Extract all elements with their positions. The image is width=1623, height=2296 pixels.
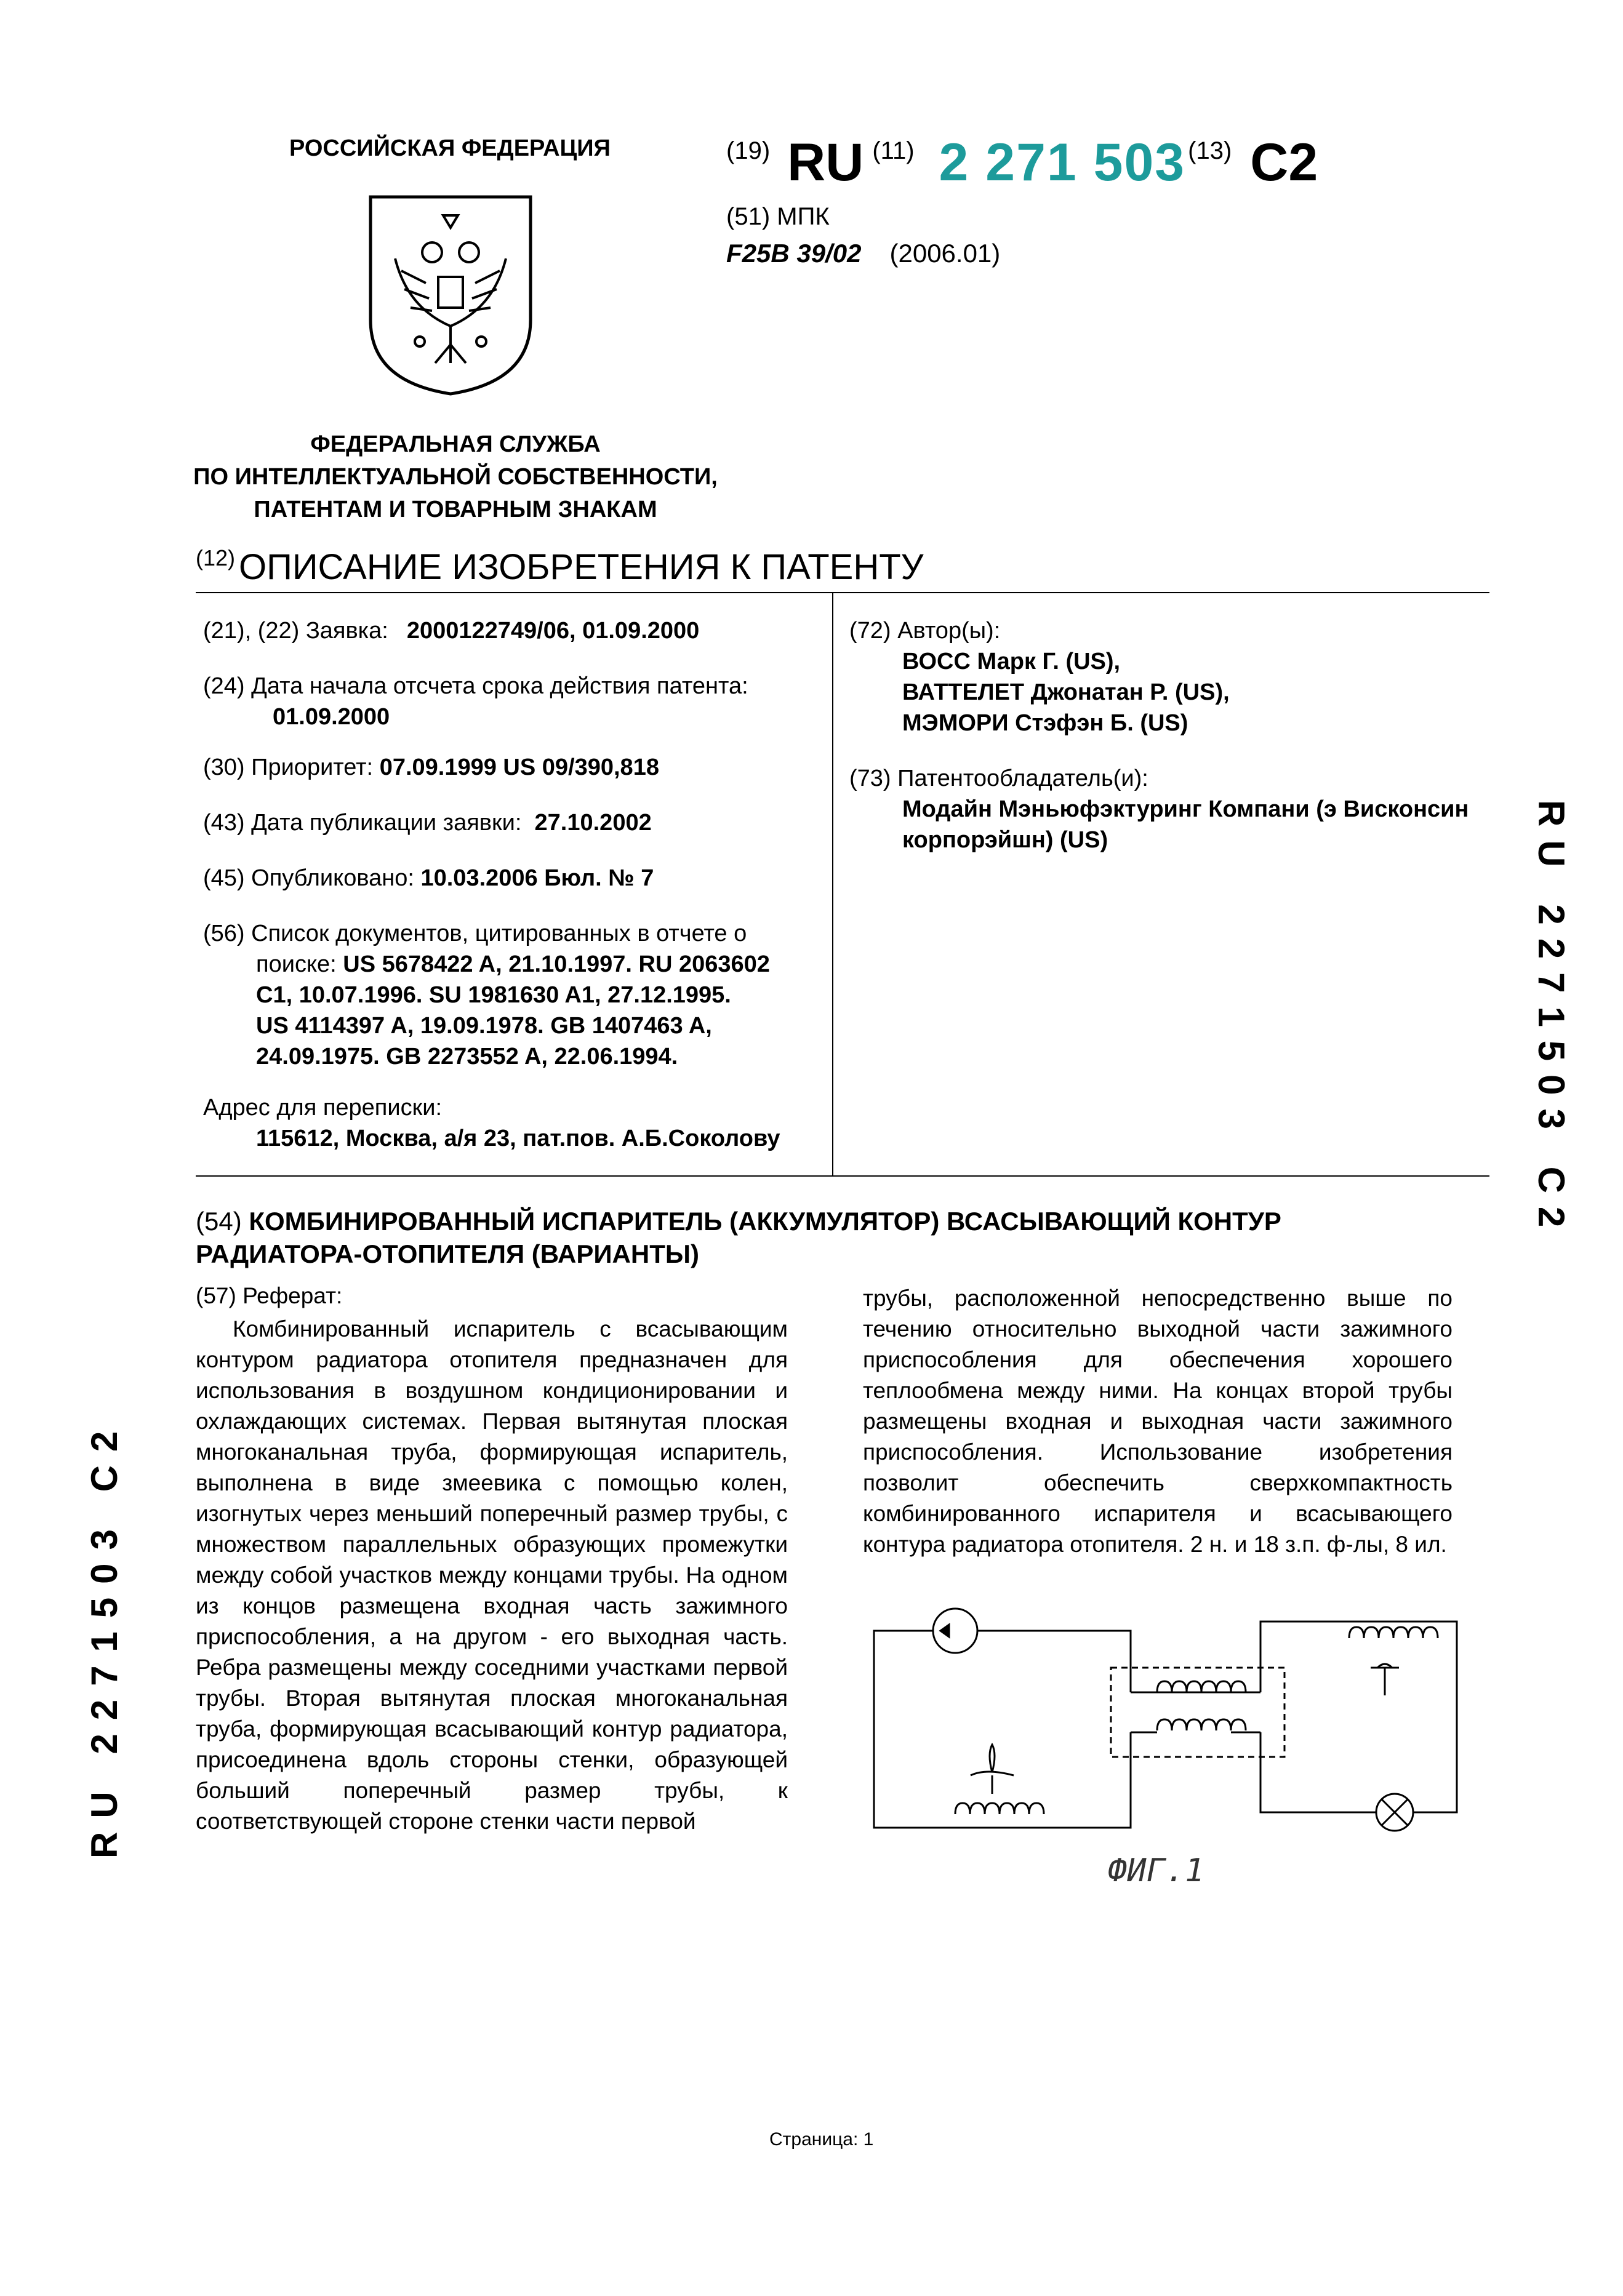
field-label: (43) Дата публикации заявки:: [203, 810, 522, 836]
agency-name: [166, 428, 745, 526]
abstract-right-column: трубы, расположенной непосредственно выше по течению относительно выходной части зажимного приспособления для обеспечения хорошего теплообмена между ними. На концах второй трубы размещены входная и выходная части зажимного приспособления. Использование изобретения позволит обеспечить сверхкомпактность комбинированного испарителя и всасывающего контура радиатора отопителя. 2 н. и 18 з.п. ф-лы, 8 ил.: [863, 1286, 1453, 1557]
field-label: (24) Дата начала отсчета срока действия патента:: [203, 673, 748, 699]
field-label: (72) Автор(ы):: [849, 618, 1001, 644]
country-name: РОССИЙСКАЯ ФЕДЕРАЦИЯ: [289, 135, 611, 161]
field-43-application-publication: [203, 807, 652, 838]
field-72-authors: [849, 615, 1230, 738]
field-value: 10.03.2006 Бюл. № 7: [420, 865, 654, 891]
code-11: (11): [872, 137, 915, 164]
title-line: КОМБИНИРОВАННЫЙ ИСПАРИТЕЛЬ (АККУМУЛЯТОР) ВСАСЫВАЮЩИЙ КОНТУР: [249, 1207, 1281, 1236]
agency-line: ПО ИНТЕЛЛЕКТУАЛЬНОЙ СОБСТВЕННОСТИ,: [193, 464, 718, 490]
doc-title-text: ОПИСАНИЕ ИЗОБРЕТЕНИЯ К ПАТЕНТУ: [239, 547, 924, 587]
field-value: 07.09.1999 US 09/390,818: [379, 754, 659, 780]
title-line: РАДИАТОРА-ОТОПИТЕЛЯ (ВАРИАНТЫ): [196, 1239, 699, 1268]
author-name: МЭМОРИ Стэфэн Б. (US): [902, 710, 1188, 736]
page-number: Страница: 1: [769, 2129, 874, 2150]
agency-line: ФЕДЕРАЛЬНАЯ СЛУЖБА: [310, 431, 601, 457]
citation-line: US 5678422 A, 21.10.1997. RU 2063602: [343, 951, 770, 977]
field-label: (30) Приоритет:: [203, 754, 374, 780]
field-label: (56) Список документов, цитированных в отчете о: [203, 921, 747, 946]
field-label: (73) Патентообладатель(и):: [849, 766, 1148, 791]
owner-name: Модайн Мэньюфэктуринг Компани (э Висконсин: [902, 796, 1469, 822]
ipc-classification: [726, 239, 1000, 268]
kind-code: C2: [1250, 133, 1318, 192]
field-24-term-start: [203, 671, 748, 732]
field-value: 27.10.2002: [534, 810, 652, 836]
country-code: RU: [787, 133, 864, 192]
citation-line: 24.09.1975. GB 2273552 A, 22.06.1994.: [256, 1044, 678, 1070]
divider-top: [196, 592, 1489, 593]
agency-line: ПАТЕНТАМ И ТОВАРНЫМ ЗНАКАМ: [254, 497, 657, 522]
field-30-priority: [203, 752, 659, 783]
field-label: (21), (22) Заявка:: [203, 618, 388, 644]
ipc-code: F25B 39/02: [726, 239, 862, 268]
correspondence-address: [203, 1092, 780, 1154]
field-value: 01.09.2000: [273, 704, 390, 730]
field-value: 115612, Москва, а/я 23, пат.пов. А.Б.Соколову: [256, 1126, 780, 1151]
figure-caption: ФИГ.1: [1108, 1852, 1204, 1889]
field-45-published: [203, 863, 654, 894]
field-value: 2000122749/06, 01.09.2000: [406, 618, 700, 644]
divider-bottom: [196, 1175, 1489, 1177]
ipc-version: (2006.01): [889, 239, 1001, 268]
code-19: (19): [726, 137, 771, 164]
field-56-citations: [203, 918, 812, 1072]
invention-title: [196, 1205, 1281, 1270]
abstract-label: (57) Реферат:: [196, 1283, 343, 1308]
code-13: (13): [1188, 137, 1232, 164]
field-label: (45) Опубликовано:: [203, 865, 414, 891]
author-name: ВОСС Марк Г. (US),: [902, 649, 1121, 674]
divider-vertical: [832, 592, 833, 1175]
side-code-left: RU 2271503 C2: [84, 1417, 125, 1858]
doc-code: (12): [196, 545, 236, 570]
document-title: [196, 546, 924, 588]
citations-prefix: поиске:: [256, 951, 337, 977]
citation-line: US 4114397 A, 19.09.1978. GB 1407463 A,: [256, 1013, 712, 1039]
field-21-application: [203, 615, 699, 646]
figure-1-diagram: [863, 1588, 1478, 1895]
field-label: Адрес для переписки:: [203, 1095, 443, 1121]
owner-name: корпорэйшн) (US): [902, 827, 1108, 853]
field-73-patent-owner: [849, 763, 1489, 855]
author-name: ВАТТЕЛЕТ Джонатан Р. (US),: [902, 679, 1230, 705]
coat-of-arms-emblem: [358, 185, 543, 400]
abstract-left-column: Комбинированный испаритель с всасывающим контуром радиатора отопителя предназначен для использования в воздушном кондиционировании и охлаждающих системах. Первая вытянутая плоская многоканальная труба, формирующая испаритель, выполнена в виде змеевика с помощью колен, изогнутых через меньший поперечный размер трубы, с множеством параллельных образующих промежутки между собой участков между концами трубы. На одном из концов размещена входная часть зажимного приспособления, а на другом - его выходная часть. Ребра размещены между соседними участками первой трубы. Вторая вытянутая плоская многоканальная труба, формирующая всасывающий контур радиатора, присоединена вдоль стороны стенки, образующей больший поперечный размер трубы, к соответствующей стороне стенки части первой: [196, 1316, 788, 1834]
patent-number: 2 271 503: [939, 133, 1186, 192]
side-code-right: RU 2271503 C2: [1531, 800, 1572, 1241]
citation-line: C1, 10.07.1996. SU 1981630 A1, 27.12.1995.: [256, 982, 731, 1008]
publication-number-line: [726, 132, 1318, 200]
title-code: (54): [196, 1207, 242, 1236]
mpk-label: (51) МПК: [726, 203, 830, 230]
